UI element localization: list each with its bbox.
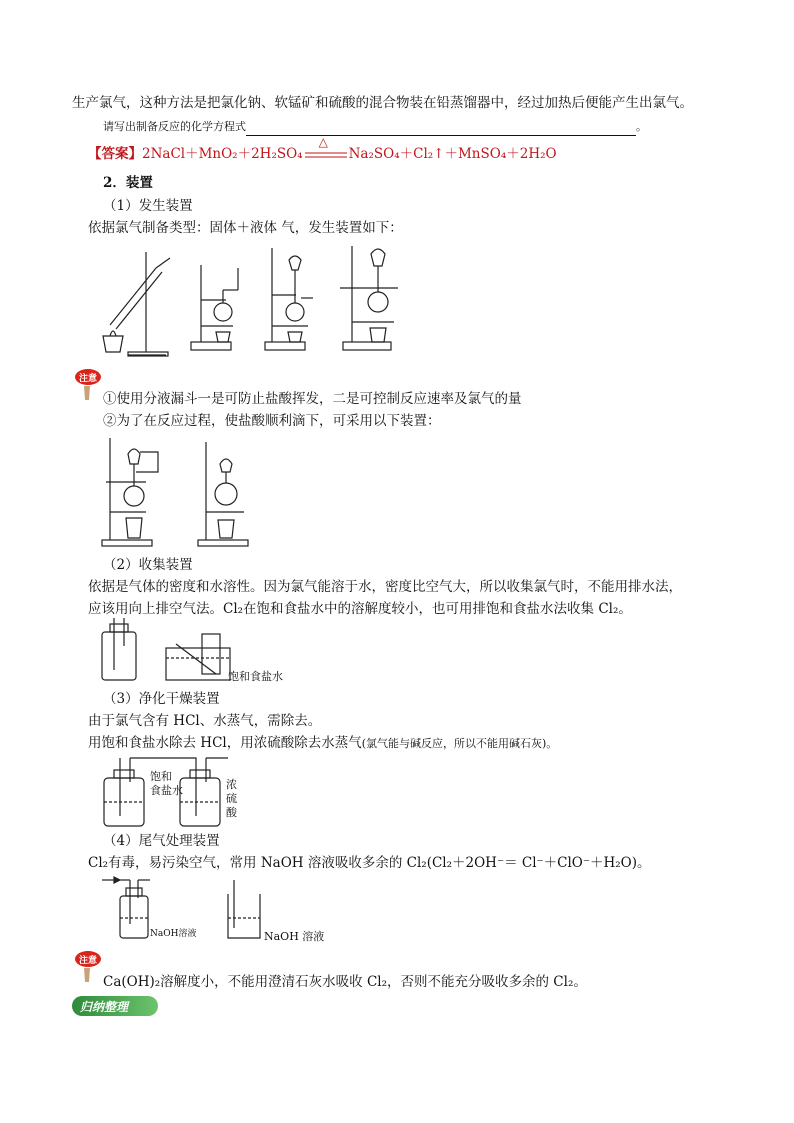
note-badge-icon [74, 950, 102, 986]
answer-right: Na₂SO₄＋Cl₂↑＋MnSO₄＋2H₂O [348, 146, 557, 162]
sub1-text: 依据氯气制备类型：固体＋液体 气，发生装置如下： [88, 220, 403, 236]
section-title: 2．装置 [103, 175, 153, 191]
note1-line2: ②为了在反应过程，使盐酸顺利滴下，可采用以下装置： [103, 413, 441, 429]
note-badge-icon [74, 368, 102, 404]
generation-apparatus-figure [98, 240, 408, 362]
collection-label: 饱和食盐水 [228, 670, 283, 683]
subsection-title-3: （3）净化干燥装置 [103, 691, 220, 707]
prompt-text: 请写出制备反应的化学方程式 [103, 120, 246, 133]
pressure-equalizing-apparatus-figure [98, 432, 278, 552]
bottle1-label: 饱和 食盐水 [150, 770, 183, 797]
sub2-text-1: 依据是气体的密度和水溶性。因为氯气能溶于水，密度比空气大，所以收集氯气时，不能用排水法， [88, 579, 682, 595]
svg-text:注意: 注意 [78, 374, 98, 384]
bottle2-label: 浓 硫 酸 [226, 778, 237, 819]
subsection-title-1: （1）发生装置 [103, 198, 193, 214]
sub3-text-2: 用饱和食盐水除去 HCl，用浓硫酸除去水蒸气(氯气能与碱反应，所以不能用碱石灰)。 [88, 735, 558, 751]
note1-line1: ①使用分液漏斗一是可防止盐酸挥发，二是可控制反应速率及氯气的量 [103, 391, 522, 407]
summary-banner-label: 归纳整理 [80, 1000, 129, 1014]
purification-apparatus-figure [98, 754, 278, 830]
note2-text: Ca(OH)₂溶解度小，不能用澄清石灰水吸收 Cl₂，否则不能充分吸收多余的 Cl₂。 [103, 974, 587, 990]
sub2-text-2: 应该用向上排空气法。Cl₂在饱和食盐水中的溶解度较小，也可用排饱和食盐水法收集 Cl₂。 [88, 601, 632, 617]
sub3-text-1: 由于氯气含有 HCl、水蒸气，需除去。 [88, 713, 322, 729]
intro-text: 生产氯气，这种方法是把氯化钠、软锰矿和硫酸的混合物装在铅蒸馏器中，经过加热后便能产生出氯气。 [72, 95, 693, 111]
answer-blank [246, 123, 636, 136]
subsection-title-4: （4）尾气处理装置 [103, 833, 220, 849]
answer-label: 【答案】 [88, 146, 142, 162]
tail-label-1: NaOH溶液 [150, 929, 197, 939]
answer-line [88, 135, 557, 163]
sub4-text: Cl₂有毒，易污染空气，常用 NaOH 溶液吸收多余的 Cl₂(Cl₂＋2OH⁻＝ Cl⁻＋ClO⁻＋H₂O)。 [88, 855, 651, 871]
heat-arrow: △ [318, 135, 328, 149]
equation-prompt: 请写出制备反应的化学方程式 。 [103, 118, 647, 136]
tail-label-2: NaOH 溶液 [264, 930, 325, 943]
subsection-title-2: （2）收集装置 [103, 557, 193, 573]
svg-text:注意: 注意 [78, 956, 98, 966]
answer-left: 2NaCl＋MnO₂＋2H₂SO₄ [142, 146, 303, 162]
summary-banner [72, 996, 158, 1016]
